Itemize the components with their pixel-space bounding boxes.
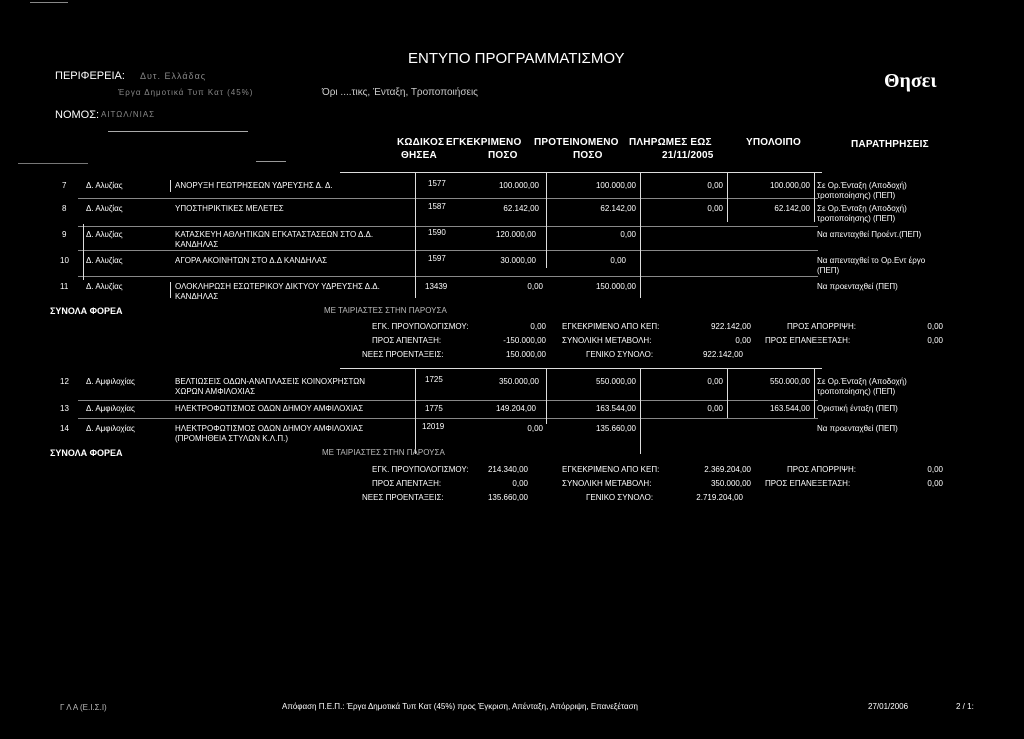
row-egkekrimeno: 149.204,00 <box>495 404 536 413</box>
summary-value: 0,00 <box>512 479 528 488</box>
row-proteinomeno: 0,00 <box>620 230 636 239</box>
row-remarks-2: τροποποίησης) (ΠΕΠ) <box>817 387 896 396</box>
row-pliromes: 0,00 <box>707 181 723 190</box>
table-col-rule <box>640 172 641 298</box>
row-foreas: Δ. Αλυζίας <box>86 181 123 190</box>
row-remarks: Να προενταχθεί (ΠΕΠ) <box>817 424 898 433</box>
row-number: 8 <box>62 204 67 213</box>
group-total-label: ΣΥΝΟΛΑ ΦΟΡΕΑ <box>50 448 123 458</box>
row-code: 1577 <box>428 179 446 188</box>
summary-label: ΣΥΝΟΛΙΚΗ ΜΕΤΑΒΟΛΗ: <box>562 336 652 345</box>
summary-value: 135.660,00 <box>487 493 528 502</box>
region-label: ΠΕΡΙΦΕΡΕΙΑ: <box>55 70 125 82</box>
table-col-rule <box>727 172 728 222</box>
row-egkekrimeno: 0,00 <box>527 424 543 433</box>
header-underline <box>18 163 88 164</box>
row-number: 11 <box>60 282 69 291</box>
summary-value: 0,00 <box>927 465 943 474</box>
row-number: 13 <box>60 404 69 413</box>
row-title: ΚΑΤΑΣΚΕΥΗ ΑΘΛΗΤΙΚΩΝ ΕΓΚΑΤΑΣΤΑΣΕΩΝ ΣΤΟ Δ.Δ. <box>175 230 374 239</box>
table-rule <box>78 198 818 199</box>
row-number: 9 <box>62 230 67 239</box>
row-remarks-2: τροποποίησης) (ΠΕΠ) <box>817 191 896 200</box>
row-title: ΗΛΕΚΤΡΟΦΩΤΙΣΜΟΣ ΟΔΩΝ ΔΗΜΟΥ ΑΜΦΙΛΟΧΙΑΣ <box>175 424 364 433</box>
row-title: ΗΛΕΚΤΡΟΦΩΤΙΣΜΟΣ ΟΔΩΝ ΔΗΜΟΥ ΑΜΦΙΛΟΧΙΑΣ <box>175 404 364 413</box>
table-col-rule <box>546 368 547 424</box>
row-code: 12019 <box>422 422 445 431</box>
summary-value: 350.000,00 <box>710 479 751 488</box>
row-proteinomeno: 0,00 <box>610 256 626 265</box>
row-foreas: Δ. Αλυζίας <box>86 230 123 239</box>
table-col-rule <box>170 180 171 192</box>
summary-label: ΠΡΟΣ ΑΠΟΡΡΙΨΗ: <box>787 322 856 331</box>
row-pliromes: 0,00 <box>707 204 723 213</box>
row-ypoloipo: 62.142,00 <box>774 204 810 213</box>
summary-label: ΕΓΚΕΚΡΙΜΕΝΟ ΑΠΟ ΚΕΠ: <box>562 322 660 331</box>
table-col-rule <box>814 172 815 222</box>
summary-label: ΠΡΟΣ ΑΠΕΝΤΑΞΗ: <box>372 336 442 345</box>
summary-value: 214.340,00 <box>487 465 528 474</box>
summary-label: ΠΡΟΣ ΑΠΟΡΡΙΨΗ: <box>787 465 856 474</box>
summary-label: ΣΥΝΟΛΙΚΗ ΜΕΤΑΒΟΛΗ: <box>562 479 652 488</box>
row-code: 1590 <box>428 228 446 237</box>
col-proteinomeno: ΠΡΟΤΕΙΝΟΜΕΝΟ <box>534 137 619 148</box>
summary-label: ΕΓΚΕΚΡΙΜΕΝΟ ΑΠΟ ΚΕΠ: <box>562 465 660 474</box>
page-number: 2 / 1: <box>956 702 974 711</box>
row-proteinomeno: 163.544,00 <box>595 404 636 413</box>
summary-label: ΝΕΕΣ ΠΡΟΕΝΤΑΞΕΙΣ: <box>362 350 444 359</box>
table-rule <box>340 172 822 173</box>
table-col-rule <box>546 172 547 268</box>
col-egkekrimeno-2: ΠΟΣΟ <box>488 150 518 161</box>
col-proteinomeno-2: ΠΟΣΟ <box>573 150 603 161</box>
row-proteinomeno: 100.000,00 <box>595 181 636 190</box>
table-col-rule <box>640 368 641 454</box>
row-title: ΥΠΟΣΤΗΡΙΚΤΙΚΕΣ ΜΕΛΕΤΕΣ <box>175 204 284 213</box>
table-col-rule <box>727 368 728 418</box>
row-remarks-2: (ΠΕΠ) <box>817 266 840 275</box>
table-rule <box>78 250 818 251</box>
row-remarks: Σε Ορ.Ένταξη (Αποδοχή) <box>817 181 907 190</box>
table-rule <box>78 400 818 401</box>
row-number: 12 <box>60 377 69 386</box>
row-title-2: ΚΑΝΔΗΛΑΣ <box>175 292 219 301</box>
thisei-logo: Θησει <box>884 70 937 92</box>
row-remarks: Οριστική ένταξη (ΠΕΠ) <box>817 404 898 413</box>
row-egkekrimeno: 62.142,00 <box>503 204 539 213</box>
summary-label: ΕΓΚ. ΠΡΟΥΠΟΛΟΓΙΣΜΟΥ: <box>372 465 469 474</box>
row-remarks: Σε Ορ.Ένταξη (Αποδοχή) <box>817 377 907 386</box>
summary-label: ΓΕΝΙΚΟ ΣΥΝΟΛΟ: <box>586 493 654 502</box>
table-col-rule <box>415 368 416 454</box>
group-total-label: ΣΥΝΟΛΑ ΦΟΡΕΑ <box>50 306 123 316</box>
header-divider <box>108 131 248 132</box>
page-title: ΕΝΤΥΠΟ ΠΡΟΓΡΑΜΜΑΤΙΣΜΟΥ <box>408 50 625 67</box>
row-title: ΒΕΛΤΙΩΣΕΙΣ ΟΔΩΝ-ΑΝΑΠΛΑΣΕΙΣ ΚΟΙΝΟΧΡΗΣΤΩΝ <box>175 377 366 386</box>
row-foreas: Δ. Αλυζίας <box>86 204 123 213</box>
summary-value: -150.000,00 <box>503 336 546 345</box>
row-pliromes: 0,00 <box>707 377 723 386</box>
summary-label: ΠΡΟΣ ΕΠΑΝΕΞΕΤΑΣΗ: <box>765 479 851 488</box>
summary-value: 150.000,00 <box>505 350 546 359</box>
row-title-2: ΚΑΝΔΗΛΑΣ <box>175 240 219 249</box>
row-remarks: Να απενταχθεί το Ορ.Εντ έργο <box>817 256 926 265</box>
row-foreas: Δ. Αμφιλοχίας <box>86 424 135 433</box>
row-foreas: Δ. Αμφιλοχίας <box>86 404 135 413</box>
row-remarks-2: τροποποίησης) (ΠΕΠ) <box>817 214 896 223</box>
summary-value: 0,00 <box>735 336 751 345</box>
row-proteinomeno: 550.000,00 <box>595 377 636 386</box>
summary-value: 922.142,00 <box>702 350 743 359</box>
summary-label: ΠΡΟΣ ΑΠΕΝΤΑΞΗ: <box>372 479 442 488</box>
summary-label: ΓΕΝΙΚΟ ΣΥΝΟΛΟ: <box>586 350 654 359</box>
summary-value: 2.369.204,00 <box>704 465 751 474</box>
table-rule <box>78 418 818 419</box>
header-underline-2 <box>256 161 286 162</box>
col-ypoloipo: ΥΠΟΛΟΙΠΟ <box>746 137 801 148</box>
row-pliromes: 0,00 <box>707 404 723 413</box>
footer-date: 27/01/2006 <box>868 702 909 711</box>
table-col-rule <box>170 282 171 298</box>
row-foreas: Δ. Αλυζίας <box>86 282 123 291</box>
row-remarks: Να προενταχθεί (ΠΕΠ) <box>817 282 898 291</box>
summary-value: 0,00 <box>927 336 943 345</box>
row-code: 13439 <box>425 282 448 291</box>
row-egkekrimeno: 120.000,00 <box>495 230 536 239</box>
row-egkekrimeno: 350.000,00 <box>498 377 539 386</box>
nomos-label: ΝΟΜΟΣ: <box>55 109 100 121</box>
row-ypoloipo: 100.000,00 <box>769 181 810 190</box>
row-code: 1775 <box>425 404 443 413</box>
row-title-2: ΧΩΡΩΝ ΑΜΦΙΛΟΧΙΑΣ <box>175 387 256 396</box>
summary-value: 922.142,00 <box>710 322 751 331</box>
subtitle-prefix: Έργα Δημοτικά Τυπ Κατ (45%) <box>118 88 254 97</box>
table-col-rule <box>814 368 815 418</box>
row-title: ΑΝΟΡΥΞΗ ΓΕΩΤΡΗΣΕΩΝ ΥΔΡΕΥΣΗΣ Δ. Δ. <box>175 181 333 190</box>
row-code: 1597 <box>428 254 446 263</box>
row-foreas: Δ. Αμφιλοχίας <box>86 377 135 386</box>
summary-label: ΝΕΕΣ ΠΡΟΕΝΤΑΞΕΙΣ: <box>362 493 444 502</box>
table-col-rule <box>415 172 416 298</box>
row-proteinomeno: 150.000,00 <box>595 282 636 291</box>
region-value: Δυτ. Ελλάδας <box>140 71 207 81</box>
col-egkekrimeno: ΕΓΚΕΚΡΙΜΕΝΟ <box>446 137 522 148</box>
table-rule <box>78 276 818 277</box>
footer-left: Γ Λ Α (Ε.Ι.Σ.Ι) <box>60 703 107 712</box>
subtitle: Όρι ....τικς, Ένταξη, Τροποποιήσεις <box>322 87 478 98</box>
top-rule <box>30 2 68 3</box>
col-pliromes-2: 21/11/2005 <box>662 150 714 161</box>
summary-value: 0,00 <box>530 322 546 331</box>
summary-value: 2.719.204,00 <box>696 493 743 502</box>
table-rule <box>340 368 822 369</box>
table-col-rule <box>83 224 84 280</box>
row-ypoloipo: 163.544,00 <box>769 404 810 413</box>
footer-caption: Απόφαση Π.Ε.Π.: Έργα Δημοτικά Τυπ Κατ (45%) προς Έγκριση, Απένταξη, Απόρριψη, Επανεξέταση <box>282 702 639 711</box>
row-remarks: Να απενταχθεί Προέντ.(ΠΕΠ) <box>817 230 922 239</box>
row-title: ΑΓΟΡΑ ΑΚΟΙΝΗΤΩΝ ΣΤΟ Δ.Δ ΚΑΝΔΗΛΑΣ <box>175 256 328 265</box>
row-foreas: Δ. Αλυζίας <box>86 256 123 265</box>
row-title: ΟΛΟΚΛΗΡΩΣΗ ΕΣΩΤΕΡΙΚΟΥ ΔΙΚΤΥΟΥ ΥΔΡΕΥΣΗΣ Δ.Δ. <box>175 282 380 291</box>
row-number: 10 <box>60 256 69 265</box>
row-number: 14 <box>60 424 69 433</box>
row-title-2: (ΠΡΟΜΗΘΕΙΑ ΣΤΥΛΩΝ Κ.Λ.Π.) <box>175 434 289 443</box>
group-total-caption: ΜΕ ΤΑΙΡΙΑΣΤΕΣ ΣΤΗΝ ΠΑΡΟΥΣΑ <box>322 448 445 457</box>
summary-label: ΠΡΟΣ ΕΠΑΝΕΞΕΤΑΣΗ: <box>765 336 851 345</box>
row-code: 1725 <box>425 375 443 384</box>
table-rule <box>78 226 818 227</box>
summary-label: ΕΓΚ. ΠΡΟΥΠΟΛΟΓΙΣΜΟΥ: <box>372 322 469 331</box>
summary-value: 0,00 <box>927 322 943 331</box>
row-ypoloipo: 550.000,00 <box>769 377 810 386</box>
row-egkekrimeno: 100.000,00 <box>498 181 539 190</box>
row-proteinomeno: 62.142,00 <box>600 204 636 213</box>
row-number: 7 <box>62 181 67 190</box>
row-egkekrimeno: 30.000,00 <box>500 256 536 265</box>
group-total-caption: ΜΕ ΤΑΙΡΙΑΣΤΕΣ ΣΤΗΝ ΠΑΡΟΥΣΑ <box>324 306 447 315</box>
row-proteinomeno: 135.660,00 <box>595 424 636 433</box>
col-paratiriseis: ΠΑΡΑΤΗΡΗΣΕΙΣ <box>851 139 929 150</box>
summary-value: 0,00 <box>927 479 943 488</box>
row-code: 1587 <box>428 202 446 211</box>
row-remarks: Σε Ορ.Ένταξη (Αποδοχή) <box>817 204 907 213</box>
col-pliromes: ΠΛΗΡΩΜΕΣ ΕΩΣ <box>629 137 712 148</box>
nomos-value: ΑΙΤΩΛ/ΝΙΑΣ <box>101 110 156 119</box>
col-kodikos: ΚΩΔΙΚΟΣ <box>397 137 445 148</box>
row-egkekrimeno: 0,00 <box>527 282 543 291</box>
col-kodikos-2: ΘΗΣΕΑ <box>401 150 437 161</box>
